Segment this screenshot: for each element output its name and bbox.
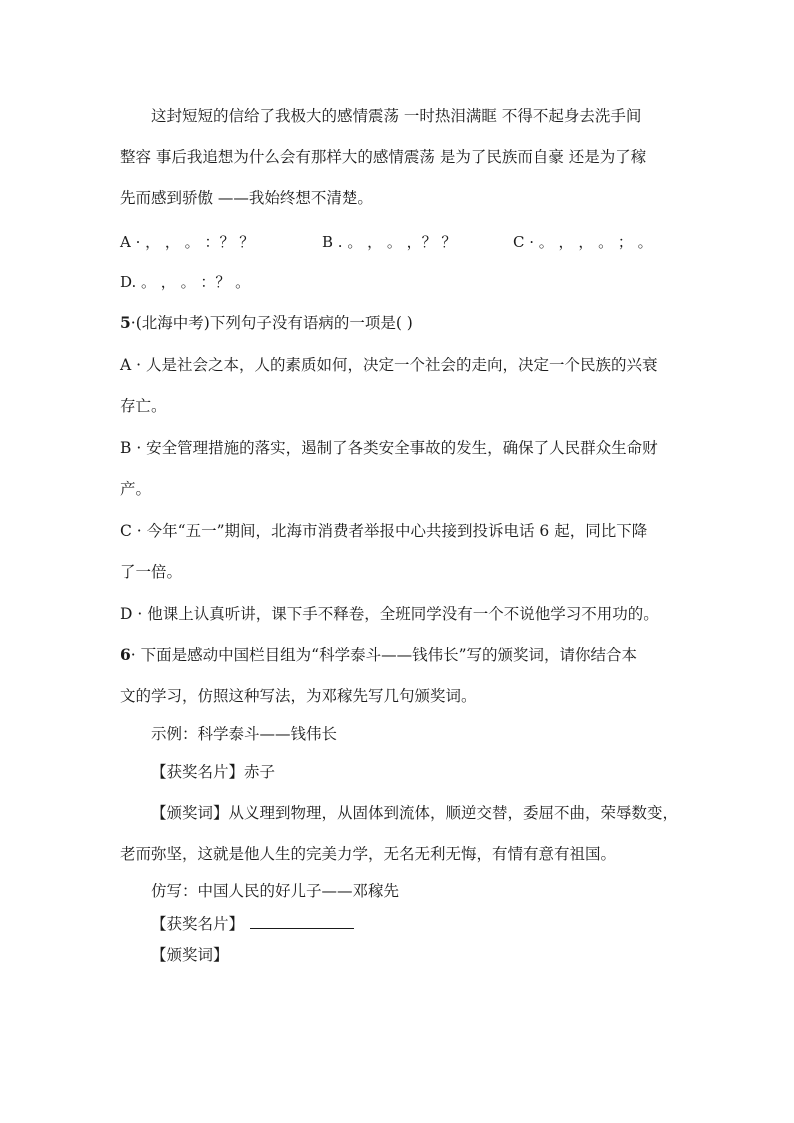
q6-answer-card bbox=[151, 914, 354, 934]
q5-number: 5 bbox=[120, 313, 131, 332]
q5-option-d-line-1: D · 他课上认真听讲，课下手不释卷，全班同学没有一个不说他学习不用功的。 bbox=[120, 605, 659, 623]
passage-line-2: 整容 事后我追想为什么会有那样大的感情震荡 是为了民族而自豪 还是为了稼 bbox=[120, 148, 647, 166]
q5-option-c-line-2: 了一倍。 bbox=[120, 563, 183, 581]
q6-stem-text-1: · 下面是感动中国栏目组为“科学泰斗——钱伟长”写的颁奖词，请你结合本 bbox=[130, 646, 638, 664]
q6-example-award-line-2: 老而弥坚，这就是他人生的完美力学，无名无利无悔，有情有意有祖国。 bbox=[120, 845, 617, 863]
q6-example: 示例：科学泰斗——钱伟长 bbox=[151, 725, 338, 743]
q6-number: 6 bbox=[120, 645, 131, 664]
q4-option-c: C · 。 ， ， 。 ； 。 bbox=[513, 233, 653, 251]
q6-answer-card-label: 【获奖名片】 bbox=[151, 915, 245, 933]
q5-stem bbox=[120, 313, 413, 333]
q4-option-b: B . 。 ， 。 ，？ ？ bbox=[322, 233, 457, 251]
q5-option-c-line-1: C · 今年“五一”期间，北海市消费者举报中心共接到投诉电话 6 起，同比下降 bbox=[120, 522, 648, 540]
q4-option-d: D. 。 ， 。 ：？ 。 bbox=[120, 273, 251, 291]
q6-example-card: 【获奖名片】赤子 bbox=[151, 763, 276, 781]
q5-option-a-line-1: A · 人是社会之本，人的素质如何，决定一个社会的走向，决定一个民族的兴衰 bbox=[120, 356, 658, 374]
passage-line-3: 先而感到骄傲 ——我始终想不清楚。 bbox=[120, 189, 373, 207]
q6-stem-line-1 bbox=[120, 645, 637, 665]
q6-imitate: 仿写：中国人民的好儿子——邓稼先 bbox=[151, 882, 400, 900]
q5-option-b-line-2: 产。 bbox=[120, 480, 152, 498]
q5-option-a-line-2: 存亡。 bbox=[120, 397, 167, 415]
passage-line-1: 这封短短的信给了我极大的感情震荡 一时热泪满眶 不得不起身去洗手间 bbox=[151, 107, 642, 125]
q5-stem-text: ·(北海中考)下列句子没有语病的一项是( ) bbox=[130, 314, 413, 332]
q6-answer-card-blank[interactable] bbox=[250, 914, 354, 929]
q4-option-a: A · ， ， 。 ：？ ？ bbox=[120, 233, 255, 251]
q6-answer-award-label: 【颁奖词】 bbox=[151, 946, 229, 964]
q6-stem-line-2: 文的学习，仿照这种写法，为邓稼先写几句颁奖词。 bbox=[120, 687, 477, 705]
q5-option-b-line-1: B · 安全管理措施的落实，遏制了各类安全事故的发生，确保了人民群众生命财 bbox=[120, 439, 658, 457]
q6-example-award-line-1: 【颁奖词】从义理到物理，从固体到流体，顺逆交替，委屈不曲，荣辱数变， bbox=[151, 804, 679, 822]
